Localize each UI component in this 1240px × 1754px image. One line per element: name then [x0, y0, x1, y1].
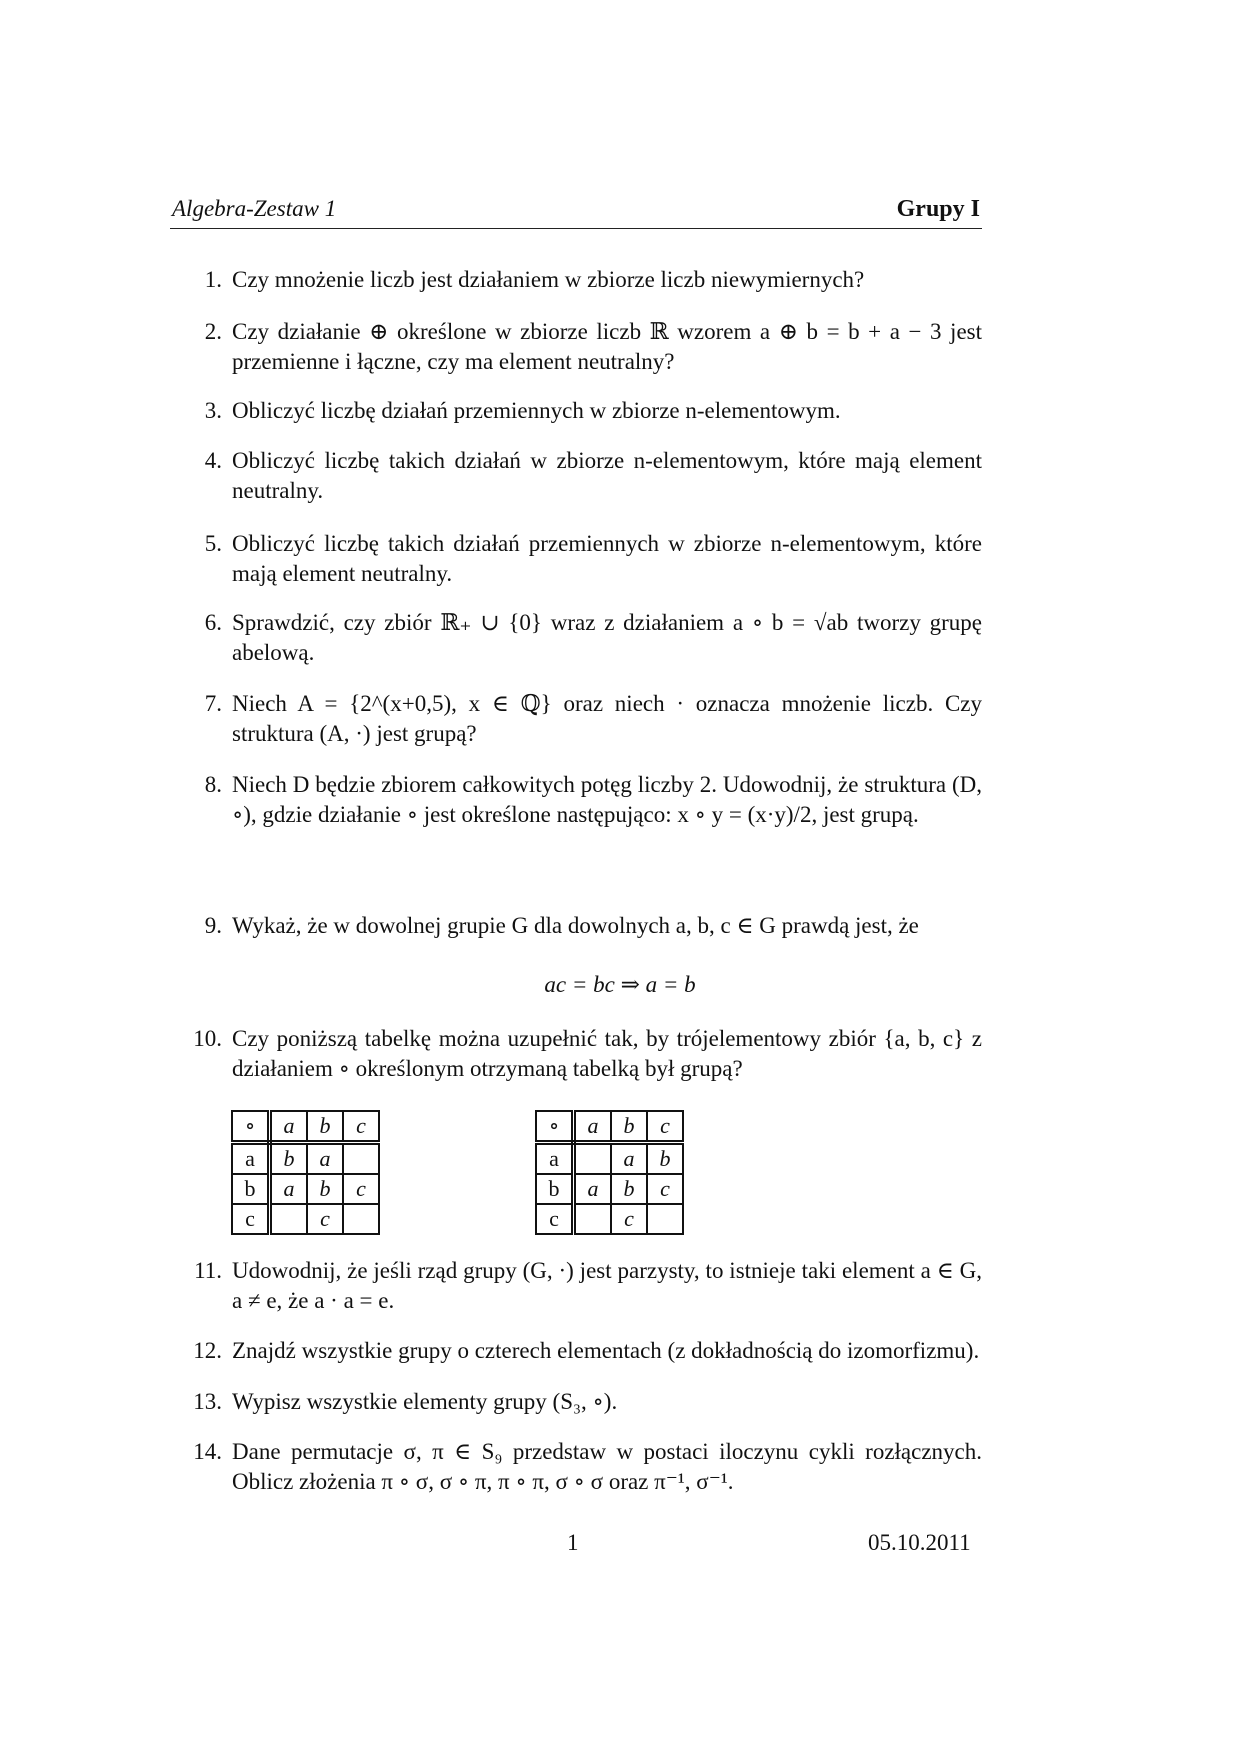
table-cell [270, 1204, 308, 1234]
table-cell: b [647, 1143, 683, 1175]
exercise-item [186, 1256, 982, 1316]
exercise-item [186, 770, 982, 830]
page-header [170, 196, 982, 229]
equation: ac = bc ⇒ a = b [544, 972, 696, 997]
table-cell: b [307, 1174, 343, 1204]
table-cell: a [574, 1111, 612, 1143]
header-title: Algebra-Zestaw 1 [172, 196, 337, 221]
table-cell: ∘ [536, 1111, 574, 1143]
exercise-text: Czy działanie ⊕ określone w zbiorze liczb ℝ wzorem a ⊕ b = b + a − 3 jest przemienne i łączne, czy ma element neutralny? [232, 319, 982, 374]
table-cell: c [647, 1111, 683, 1143]
table-cell: b [611, 1111, 647, 1143]
table-cell: c [611, 1204, 647, 1234]
exercise-number: 11. [194, 1258, 222, 1283]
exercise-number: 4. [204, 448, 222, 473]
exercise-item [186, 265, 982, 295]
table-cell: a [307, 1143, 343, 1175]
exercise-text: Wypisz wszystkie elementy grupy (S₃, ∘). [232, 1389, 618, 1414]
operation-table-2 [535, 1110, 684, 1235]
exercise-number: 3. [204, 398, 222, 423]
table-row [232, 1111, 379, 1143]
exercise-item [186, 1024, 982, 1084]
page-number: 1 [567, 1530, 579, 1555]
exercise-text: Sprawdzić, czy zbiór ℝ₊ ∪ {0} wraz z działaniem a ∘ b = √ab tworzy grupę abelową. [232, 610, 982, 665]
table-cell: ∘ [232, 1111, 270, 1143]
table-row [232, 1204, 379, 1234]
exercise-item [186, 317, 982, 377]
table-cell: a [270, 1174, 308, 1204]
exercise-number: 6. [204, 610, 222, 635]
exercise-item [186, 1336, 1086, 1366]
exercise-text: Niech D będzie zbiorem całkowitych potęg liczby 2. Udowodnij, że struktura (D, ∘), gdzie działanie ∘ jest określone następująco: x ∘ y = (x·y)/2, jest grupą. [232, 772, 982, 827]
table-cell: a [536, 1143, 574, 1175]
table-cell: c [647, 1174, 683, 1204]
exercise-number: 9. [204, 913, 222, 938]
table-row [232, 1143, 379, 1175]
table-cell: c [307, 1204, 343, 1234]
date: 05.10.2011 [868, 1530, 971, 1555]
table-row [536, 1143, 683, 1175]
table-cell [343, 1204, 379, 1234]
table-cell: a [574, 1174, 612, 1204]
operation-table-1 [231, 1110, 380, 1235]
table-cell: c [343, 1174, 379, 1204]
exercise-item [186, 608, 982, 668]
exercise-item [186, 446, 982, 506]
exercise-text: Obliczyć liczbę działań przemiennych w zbiorze n-elementowym. [232, 398, 841, 423]
table-cell: b [270, 1143, 308, 1175]
exercise-text: Obliczyć liczbę takich działań w zbiorze n-elementowym, które mają element neutralny. [232, 448, 982, 503]
table-row [536, 1174, 683, 1204]
exercise-number: 7. [204, 691, 222, 716]
exercise-text: Dane permutacje σ, π ∈ S₉ przedstaw w postaci iloczynu cykli rozłącznych. Oblicz złożenia π ∘ σ, σ ∘ π, π ∘ π, σ ∘ σ oraz π⁻¹, σ⁻¹. [232, 1439, 982, 1494]
table-cell [647, 1204, 683, 1234]
exercise-number: 12. [193, 1338, 222, 1363]
table-cell: a [270, 1111, 308, 1143]
table-row [536, 1111, 683, 1143]
table-row [536, 1204, 683, 1234]
exercise-item [186, 689, 982, 749]
exercise-number: 14. [193, 1439, 222, 1464]
exercise-number: 5. [204, 531, 222, 556]
exercise-item [186, 911, 982, 941]
exercise-item [186, 396, 982, 426]
table-cell: b [611, 1174, 647, 1204]
table-cell: c [536, 1204, 574, 1234]
table-row [232, 1174, 379, 1204]
table-cell [574, 1204, 612, 1234]
table-cell: b [536, 1174, 574, 1204]
table-cell [574, 1143, 612, 1175]
exercise-text: Niech A = {2^(x+0,5), x ∈ ℚ} oraz niech · oznacza mnożenie liczb. Czy struktura (A, ·) jest grupą? [232, 691, 982, 746]
exercise-text: Udowodnij, że jeśli rząd grupy (G, ·) jest parzysty, to istnieje taki element a ∈ G, a ≠ e, że a · a = e. [232, 1258, 982, 1313]
table-cell: b [307, 1111, 343, 1143]
table-cell: c [232, 1204, 270, 1234]
exercise-number: 8. [204, 772, 222, 797]
exercise-text: Czy poniższą tabelkę można uzupełnić tak, by trójelementowy zbiór {a, b, c} z działaniem ∘ określonym otrzymaną tabelką był grupą? [232, 1026, 982, 1081]
exercise-text: Czy mnożenie liczb jest działaniem w zbiorze liczb niewymiernych? [232, 267, 865, 292]
header-topic: Grupy I [896, 196, 980, 222]
exercise-item [186, 1437, 982, 1497]
exercise-number: 10. [193, 1026, 222, 1051]
table-cell: a [611, 1143, 647, 1175]
exercise-text: Znajdź wszystkie grupy o czterech elementach (z dokładnością do izomorfizmu). [232, 1338, 980, 1363]
table-cell: b [232, 1174, 270, 1204]
exercise-item [186, 529, 982, 589]
exercise-number: 13. [193, 1389, 222, 1414]
table-cell: a [232, 1143, 270, 1175]
exercise-number: 2. [204, 319, 222, 344]
table-cell [343, 1143, 379, 1175]
table-cell: c [343, 1111, 379, 1143]
exercise-item [186, 1387, 982, 1417]
exercise-text: Obliczyć liczbę takich działań przemiennych w zbiorze n-elementowym, które mają element neutralny. [232, 531, 982, 586]
exercise-number: 1. [204, 267, 222, 292]
exercise-text: Wykaż, że w dowolnej grupie G dla dowolnych a, b, c ∈ G prawdą jest, że [232, 913, 919, 938]
